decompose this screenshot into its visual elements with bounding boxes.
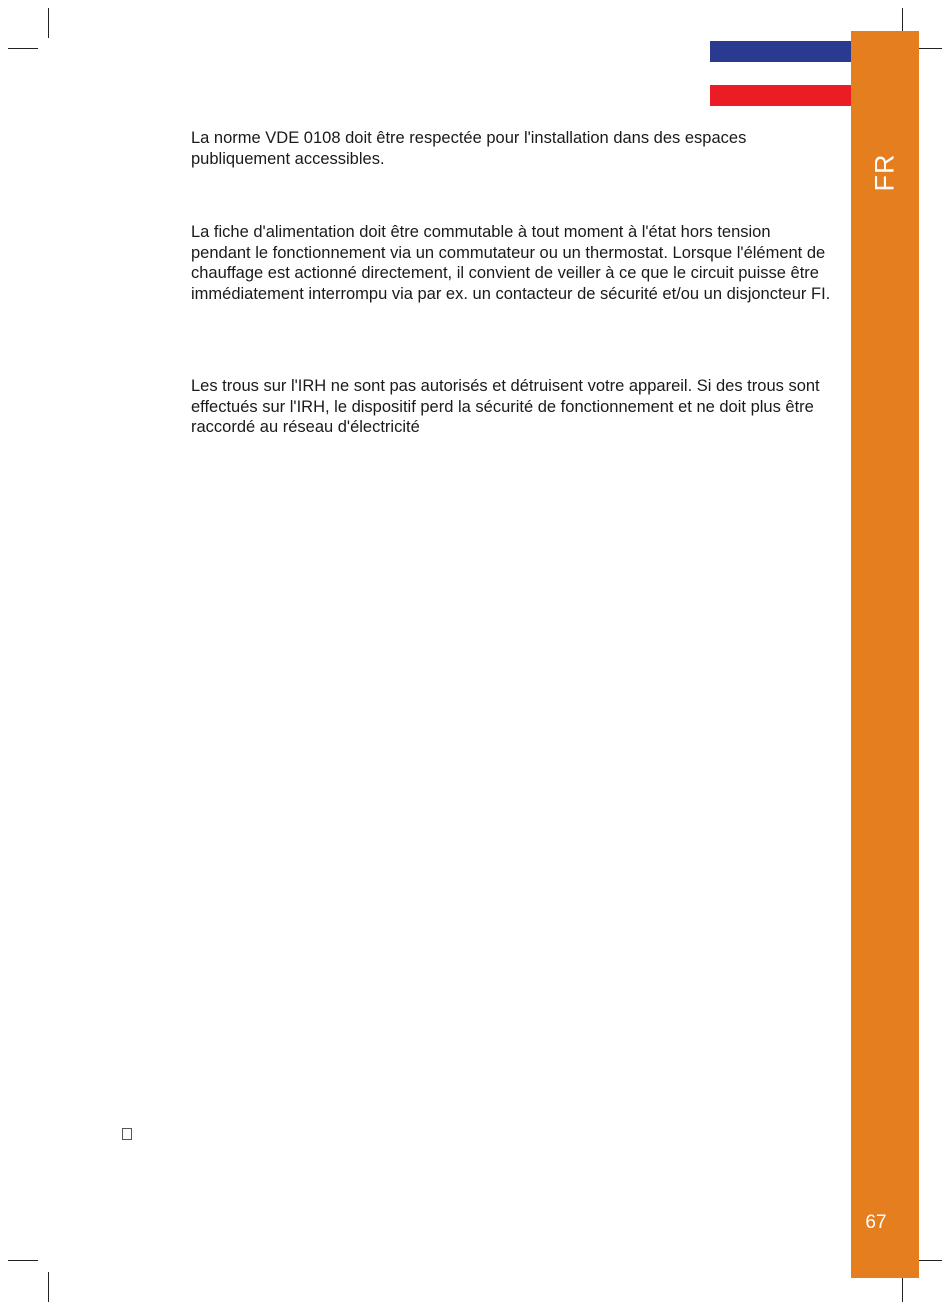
flag-stripe-white xyxy=(710,63,852,84)
flag-stripe-blue xyxy=(710,41,852,62)
paragraph-drilling-holes: Les trous sur l'IRH ne sont pas autorisés et détruisent votre appareil. Si des trous sont effectués sur l'IRH, le dispositif perd la sécurité de fonctionnement et ne doit plus être raccordé au réseau d'électricité xyxy=(191,377,820,437)
missing-glyph-box xyxy=(122,1128,132,1140)
crop-mark-bottom-left-vertical xyxy=(48,1272,49,1302)
language-code: FR xyxy=(869,153,900,191)
language-side-band xyxy=(851,31,919,1278)
flag-stripe-red xyxy=(710,85,852,106)
page-number: 67 xyxy=(865,1212,887,1233)
crop-mark-top-left-vertical xyxy=(48,8,49,38)
crop-mark-top-left-horizontal xyxy=(8,48,38,49)
crop-mark-bottom-left-horizontal xyxy=(8,1260,38,1261)
paragraph-vde-norm: La norme VDE 0108 doit être respectée pour l'installation dans des espaces publiquement accessibles. xyxy=(191,129,747,168)
paragraph-power-plug: La fiche d'alimentation doit être commutable à tout moment à l'état hors tension pendant le fonctionnement via un commutateur ou un thermostat. Lorsque l'élément de chauffage est actionné directement, il convient de veiller à ce que le circuit puisse être immédiatement interrompu via par ex. un contacteur de sécurité et/ou un disjoncteur FI. xyxy=(191,223,831,303)
language-tab xyxy=(851,140,919,204)
